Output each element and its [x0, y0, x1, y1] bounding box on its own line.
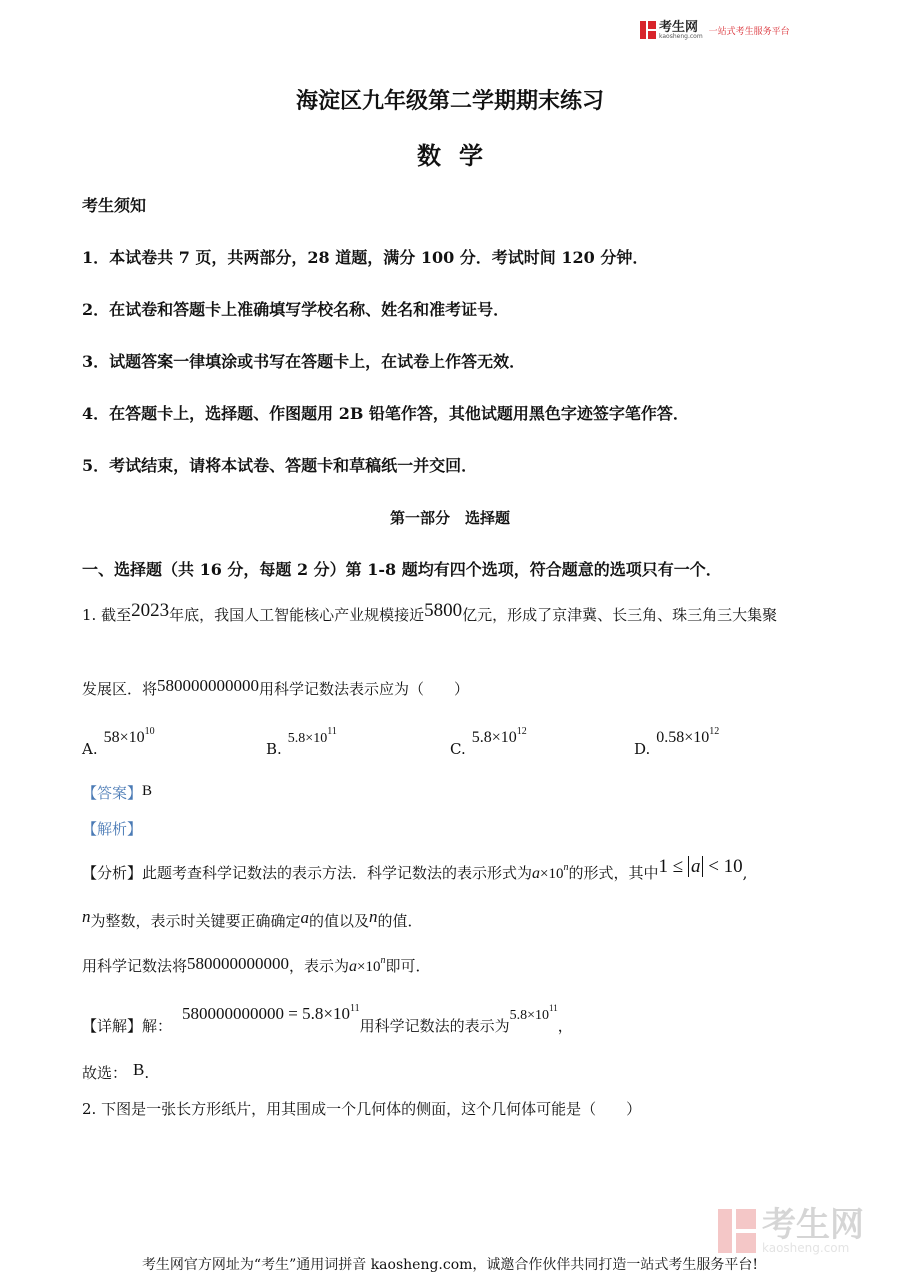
math-times-ten: ×10: [540, 866, 564, 882]
watermark-brand: 考生网: [762, 1205, 864, 1245]
notice-item-5: 5．考试结束，请将本试卷、答题卡和草稿纸一并交回．: [82, 456, 478, 475]
option-c-value: 5.8×10: [471, 729, 517, 746]
exam-title: 海淀区九年级第二学期期末练习: [295, 88, 604, 114]
math-ineq-right: < 10: [708, 856, 743, 877]
watermark: [718, 1205, 864, 1255]
option-c-label: C.: [450, 740, 466, 758]
notice-item-1: 1．本试卷共 7 页，共两部分，28 道题，满分 100 分．考试时间 120 分钟．: [82, 248, 649, 267]
brand-name: 考生网: [659, 19, 699, 35]
notice-heading: 考生须知: [82, 196, 147, 215]
math-var-n: n: [369, 907, 378, 926]
exam-subject: 数学: [417, 141, 501, 170]
option-a-value: 58×10: [103, 729, 145, 746]
brand-slogan: 一站式考生服务平台: [708, 26, 790, 37]
math-var-a: a: [349, 958, 358, 975]
math-ineq-left: 1 ≤: [658, 856, 684, 877]
notice-item-4: 4．在答题卡上，选择题、作图题用 2B 铅笔作答，其他试题用黑色字迹签字笔作答．: [82, 404, 689, 423]
detail-exponent: 11: [349, 1003, 360, 1014]
option-b[interactable]: [266, 726, 337, 759]
q1-line-2: [82, 678, 469, 699]
math-times-ten: ×10: [357, 959, 381, 975]
q1-text: 年底，我国人工智能核心产业规模接近: [169, 606, 425, 624]
q1-text: 用科学记数法表示应为（ ）: [259, 680, 470, 698]
option-a-exponent: 10: [144, 726, 155, 737]
notice-item-3: 3．试题答案一律填涂或书写在答题卡上，在试卷上作答无效．: [82, 352, 526, 371]
brand-domain: kaosheng.com: [659, 32, 703, 40]
choose-answer: B: [133, 1060, 145, 1079]
choose-text: 故选：: [82, 1064, 128, 1082]
punct-comma: ,: [742, 864, 748, 882]
detail-result-exponent: 11: [549, 1003, 558, 1013]
option-b-exponent: 11: [327, 726, 337, 737]
q2-text: 2. 下图是一张长方形纸片，用其围成一个几何体的侧面，这个几何体可能是（ ）: [82, 1100, 642, 1118]
option-d-exponent: 12: [709, 726, 720, 737]
analysis-sub-tag: 【分析】: [82, 864, 143, 882]
analysis-line-1: [82, 856, 748, 884]
answer-tag: 【答案】: [82, 784, 143, 802]
option-d-label: D.: [634, 740, 651, 758]
answer-line: [82, 782, 152, 803]
watermark-logo-icon: [718, 1209, 756, 1253]
option-b-value: 5.8×10: [287, 731, 328, 746]
analysis-text: 此题考查科学记数法的表示方法．科学记数法的表示形式为: [142, 864, 533, 882]
analysis-text: ，表示为: [289, 957, 350, 975]
notice-item-2: 2．在试卷和答题卡上准确填写学校名称、姓名和准考证号．: [82, 300, 510, 319]
punct-comma: ，: [557, 1017, 573, 1035]
math-var-n: n: [82, 907, 91, 926]
analysis-text: 的形式，其中: [568, 864, 659, 882]
analysis-text: 的值．: [377, 912, 423, 930]
section-title: 一、选择题（共 16 分，每题 2 分）第 1-8 题均有四个选项，符合题意的选项只有一个．: [82, 560, 722, 579]
q1-text: 1. 截至: [82, 606, 132, 624]
punct-period: .: [144, 1064, 150, 1082]
watermark-domain: kaosheng.com: [762, 1241, 850, 1255]
header-logo[interactable]: [640, 20, 790, 40]
detail-result: 5.8×10: [509, 1008, 550, 1023]
option-b-label: B.: [266, 740, 282, 758]
q1-number: 5800: [424, 600, 463, 621]
math-big-number: 580000000000: [187, 954, 290, 973]
detail-text: 解：: [142, 1017, 173, 1035]
q1-text: 发展区．将: [82, 680, 158, 698]
option-a-label: A.: [82, 740, 98, 758]
q1-text: 亿元，形成了京津冀、长三角、珠三角三大集聚: [462, 606, 778, 624]
math-exp-n: n: [563, 862, 569, 873]
q1-line-1: [82, 600, 778, 626]
option-c-exponent: 12: [516, 726, 527, 737]
math-abs-a: a: [688, 856, 704, 877]
math-var-a: a: [532, 865, 541, 882]
answer-value: B: [142, 783, 153, 799]
analysis-line-2: [82, 907, 423, 931]
detail-text: 用科学记数法的表示为: [359, 1017, 510, 1035]
detail-equation: 580000000000 = 5.8×10: [182, 1004, 350, 1023]
detail-tag: 【详解】: [82, 1017, 143, 1035]
footer-text: 考生网官方网址为“考生”通用词拼音 kaosheng.com，诚邀合作伙伴共同打造一站式考生服务平台!: [141, 1257, 759, 1273]
q1-big-number: 580000000000: [157, 676, 260, 695]
math-var-a: a: [300, 908, 310, 927]
brand-logo-icon: [640, 21, 656, 39]
q1-year: 2023: [131, 600, 170, 621]
part-title: 第一部分 选择题: [389, 509, 510, 527]
analysis-text: 用科学记数法将: [82, 957, 188, 975]
analysis-text: 的值以及: [309, 912, 370, 930]
math-exp-n: n: [380, 955, 386, 966]
analysis-text: 为整数，表示时关键要正确确定: [90, 912, 301, 930]
analysis-text: 即可．: [385, 957, 431, 975]
analysis-tag: 【解析】: [82, 820, 143, 838]
analysis-line-3: [82, 955, 431, 976]
option-d-value: 0.58×10: [656, 729, 710, 746]
choose-line: [82, 1062, 149, 1083]
